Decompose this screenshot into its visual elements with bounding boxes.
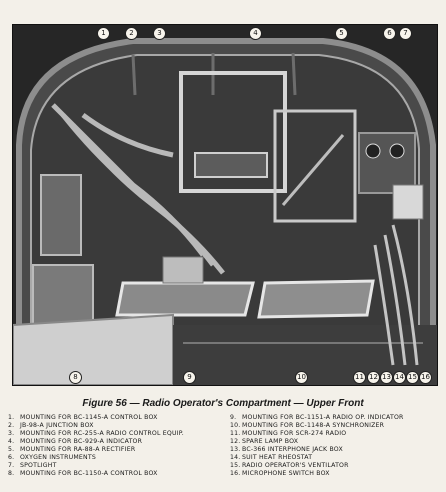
legend-text: MOUNTING FOR RC-255-A RADIO CONTROL EQUIP. [20, 430, 184, 437]
compartment-illustration [13, 25, 437, 385]
callout-9: 9 [183, 371, 196, 384]
legend-number: 6. [8, 454, 15, 461]
callout-11: 11 [353, 371, 366, 384]
legend-item [230, 414, 440, 421]
legend-number: 5. [8, 446, 15, 453]
legend-text: SPARE LAMP BOX [242, 438, 299, 445]
callout-10: 10 [295, 371, 308, 384]
legend-text: SUIT HEAT RHEOSTAT [242, 454, 313, 461]
legend-item [8, 446, 230, 453]
callout-14: 14 [393, 371, 406, 384]
legend-item [8, 462, 230, 469]
callout-4: 4 [249, 27, 262, 40]
legend-number: 2. [8, 422, 15, 429]
legend-item [230, 430, 440, 437]
legend-text: MOUNTING FOR BC-1145-A CONTROL BOX [20, 414, 158, 421]
legend-number: 1. [8, 414, 15, 421]
callout-1: 1 [97, 27, 110, 40]
legend [8, 414, 440, 477]
legend-text: MOUNTING FOR RA-88-A RECTIFIER [20, 446, 136, 453]
callout-13: 13 [380, 371, 393, 384]
callout-16: 16 [419, 371, 432, 384]
legend-item [230, 446, 440, 453]
legend-text: MOUNTING FOR SCR-274 RADIO [242, 430, 347, 437]
legend-text: MOUNTING FOR BC-1151-A RADIO OP. INDICATOR [242, 414, 404, 421]
legend-number: 11. [230, 430, 241, 437]
legend-text: MOUNTING FOR BC-1148-A SYNCHRONIZER [242, 422, 385, 429]
legend-text: OXYGEN INSTRUMENTS [20, 454, 96, 461]
legend-text: SPOTLIGHT [20, 462, 57, 469]
legend-number: 14. [230, 454, 241, 461]
callout-6: 6 [383, 27, 396, 40]
legend-text: MOUNTING FOR BC-1150-A CONTROL BOX [20, 470, 158, 477]
callout-7: 7 [399, 27, 412, 40]
legend-number: 16. [230, 470, 241, 477]
legend-text: MICROPHONE SWITCH BOX [242, 470, 330, 477]
legend-text: BC-366 INTERPHONE JACK BOX [242, 446, 343, 453]
legend-item [230, 470, 440, 477]
legend-item [230, 454, 440, 461]
legend-text: JB-98-A JUNCTION BOX [20, 422, 94, 429]
callout-12: 12 [367, 371, 380, 384]
legend-number: 8. [8, 470, 15, 477]
legend-item [8, 430, 230, 437]
legend-item [230, 438, 440, 445]
callout-2: 2 [125, 27, 138, 40]
legend-number: 7. [8, 462, 15, 469]
legend-item [8, 470, 230, 477]
compartment-photo [12, 24, 438, 386]
callout-8: 8 [69, 371, 82, 384]
legend-item [8, 414, 230, 421]
legend-text: MOUNTING FOR BC-929-A INDICATOR [20, 438, 143, 445]
legend-item [8, 422, 230, 429]
legend-number: 4. [8, 438, 15, 445]
callout-3: 3 [153, 27, 166, 40]
legend-number: 15. [230, 462, 241, 469]
callout-15: 15 [406, 371, 419, 384]
callout-5: 5 [335, 27, 348, 40]
legend-text: RADIO OPERATOR'S VENTILATOR [242, 462, 349, 469]
legend-number: 9. [230, 414, 237, 421]
legend-number: 12. [230, 438, 241, 445]
legend-number: 10. [230, 422, 241, 429]
figure-caption: Figure 56 — Radio Operator's Compartment — Upper Front [82, 398, 364, 409]
legend-item [230, 462, 440, 469]
legend-item [230, 422, 440, 429]
legend-number: 3. [8, 430, 15, 437]
legend-item [8, 438, 230, 445]
legend-item [8, 454, 230, 461]
legend-number: 13. [230, 446, 241, 453]
